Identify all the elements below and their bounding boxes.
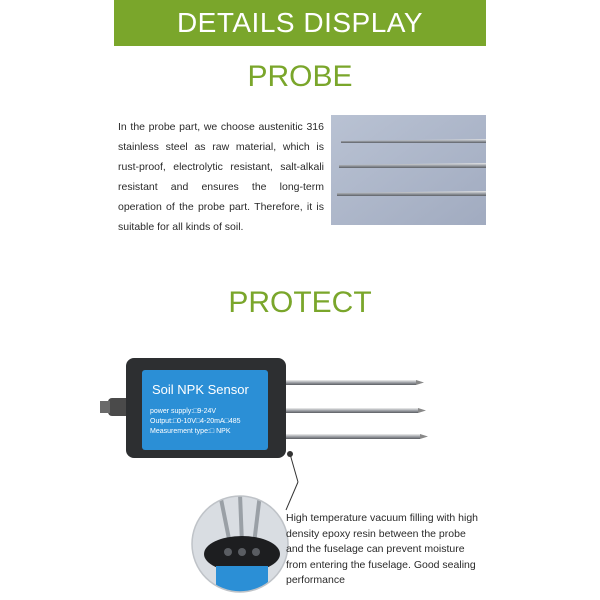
sensor-output-label: Output:□0-10V□4-20mA□485 bbox=[150, 418, 241, 425]
sensor-measurement-label: Measurement type:□ NPK bbox=[150, 428, 231, 435]
probe-description: In the probe part, we choose austenitic 316 stainless steel as raw material, which is rust-proof, electrolytic resistant, salt-alkali resistant and ensures the long-term operation of the probe part. Therefore, it is suitable for all kinds of soil. bbox=[118, 121, 324, 233]
probe-section-title: PROBE bbox=[247, 60, 353, 93]
sensor-power-label: power supply:□9-24V bbox=[150, 408, 217, 415]
epoxy-closeup-photo bbox=[190, 494, 290, 594]
sensor-name-label: Soil NPK Sensor bbox=[152, 382, 249, 397]
protect-section-title: PROTECT bbox=[228, 286, 372, 319]
details-display-banner bbox=[114, 0, 486, 46]
npk-sensor-illustration bbox=[100, 350, 440, 465]
banner-title: DETAILS DISPLAY bbox=[176, 7, 424, 38]
probe-photo bbox=[331, 115, 486, 225]
protect-description: High temperature vacuum filling with high density epoxy resin between the probe and the fuselage can prevent moisture from entering the fuselage. Good sealing performance bbox=[286, 512, 479, 586]
